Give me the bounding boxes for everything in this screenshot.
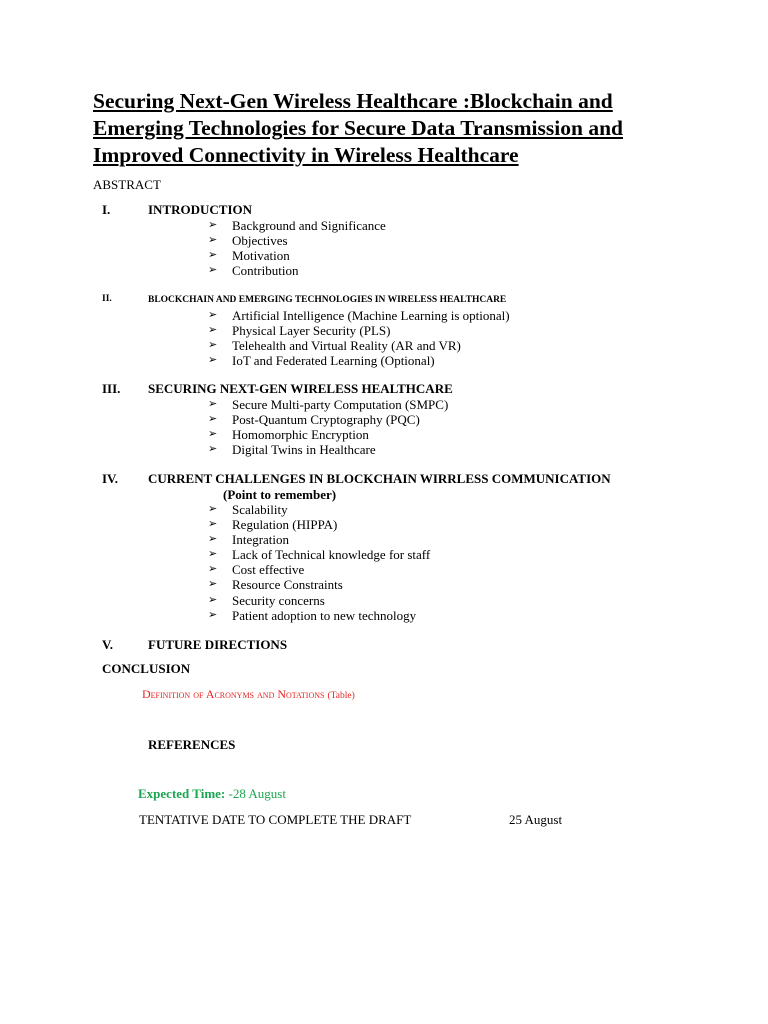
tentative-label: TENTATIVE DATE TO COMPLETE THE DRAFT [139, 812, 412, 827]
list-item: ➢ Secure Multi-party Computation (SMPC) [208, 397, 449, 412]
list-item: ➢ Digital Twins in Healthcare [208, 442, 376, 458]
title-line: Emerging Technologies for Secure Data Transmission and [93, 116, 623, 140]
arrow-bullet-icon: ➢ [208, 578, 218, 591]
section-heading [102, 381, 722, 397]
arrow-bullet-icon: ➢ [208, 503, 218, 515]
section-note: (Point to remember) [223, 487, 337, 502]
list-item: ➢ Resource Constraints [208, 577, 343, 593]
bullet-list [102, 397, 722, 457]
arrow-bullet-icon: ➢ [208, 413, 218, 426]
section-future-directions [102, 637, 722, 653]
arrow-bullet-icon: ➢ [208, 548, 218, 561]
document-title [93, 88, 693, 169]
arrow-bullet-icon: ➢ [208, 354, 218, 367]
list-item: ➢ Contribution [208, 263, 299, 279]
list-item: ➢ Lack of Technical knowledge for staff [208, 547, 431, 563]
section-number: V. [102, 637, 113, 652]
list-item: ➢ Telehealth and Virtual Reality (AR and VR) [208, 338, 461, 354]
conclusion-heading: CONCLUSION [102, 661, 191, 676]
list-item: ➢ Objectives [208, 233, 288, 249]
expected-time-value: -28 August [225, 786, 286, 801]
arrow-bullet-icon: ➢ [208, 339, 218, 352]
list-item: ➢ Post-Quantum Cryptography (PQC) [208, 412, 420, 428]
section-challenges [102, 471, 722, 623]
arrow-bullet-icon: ➢ [208, 398, 218, 410]
acronyms-line [142, 687, 355, 702]
list-item: ➢ Motivation [208, 248, 290, 264]
section-heading [102, 637, 722, 653]
section-number: IV. [102, 471, 119, 486]
arrow-bullet-icon: ➢ [208, 324, 218, 337]
arrow-bullet-icon: ➢ [208, 593, 218, 606]
arrow-bullet-icon: ➢ [208, 443, 218, 456]
bullet-list [102, 308, 722, 368]
acronyms-suffix: (Table) [327, 691, 355, 701]
list-item: ➢ Scalability [208, 502, 288, 517]
arrow-bullet-icon: ➢ [208, 518, 218, 531]
bullet-list [102, 218, 722, 278]
references-heading: REFERENCES [148, 737, 236, 752]
section-number: II. [102, 294, 112, 304]
list-item: ➢ Patient adoption to new technology [208, 607, 417, 623]
expected-time-label: Expected Time: [138, 786, 226, 801]
arrow-bullet-icon: ➢ [208, 428, 218, 441]
section-introduction [102, 202, 722, 278]
list-item: ➢ IoT and Federated Learning (Optional) [208, 353, 435, 369]
arrow-bullet-icon: ➢ [208, 264, 218, 277]
section-title: BLOCKCHAIN AND EMERGING TECHNOLOGIES IN WIRELESS HEALTHCARE [148, 295, 507, 305]
section-title: SECURING NEXT-GEN WIRELESS HEALTHCARE [148, 381, 453, 396]
list-item: ➢ Homomorphic Encryption [208, 427, 369, 443]
section-blockchain-emerging [102, 294, 722, 368]
list-item: ➢ Integration [208, 532, 290, 548]
section-number: I. [102, 202, 111, 217]
arrow-bullet-icon: ➢ [208, 608, 218, 621]
tentative-date: 25 August [509, 812, 563, 827]
list-item: ➢ Regulation (HIPPA) [208, 517, 338, 533]
expected-time [138, 786, 286, 802]
arrow-bullet-icon: ➢ [208, 234, 218, 247]
abstract-heading: ABSTRACT [93, 177, 161, 192]
title-line: Securing Next-Gen Wireless Healthcare :Blockchain and [93, 89, 613, 113]
arrow-bullet-icon: ➢ [208, 249, 218, 262]
section-title: INTRODUCTION [148, 202, 253, 217]
list-item: ➢ Background and Significance [208, 218, 386, 233]
list-item: ➢ Security concerns [208, 592, 325, 608]
arrow-bullet-icon: ➢ [208, 309, 218, 321]
list-item: ➢ Physical Layer Security (PLS) [208, 323, 391, 339]
title-line: Improved Connectivity in Wireless Healthcare [93, 143, 519, 167]
acronyms-text: Definition of Acronyms and Notations [142, 687, 325, 701]
list-item: ➢ Cost effective [208, 562, 305, 578]
arrow-bullet-icon: ➢ [208, 219, 218, 231]
section-title: FUTURE DIRECTIONS [148, 637, 288, 652]
section-heading [102, 471, 722, 487]
arrow-bullet-icon: ➢ [208, 563, 218, 576]
bullet-list [102, 502, 722, 623]
list-item: ➢ Artificial Intelligence (Machine Learning is optional) [208, 308, 510, 323]
arrow-bullet-icon: ➢ [208, 533, 218, 546]
section-number: III. [102, 381, 121, 396]
section-heading [102, 294, 722, 308]
section-heading [102, 202, 722, 218]
section-securing [102, 381, 722, 457]
section-title: CURRENT CHALLENGES IN BLOCKCHAIN WIRRLESS COMMUNICATION [148, 471, 611, 486]
